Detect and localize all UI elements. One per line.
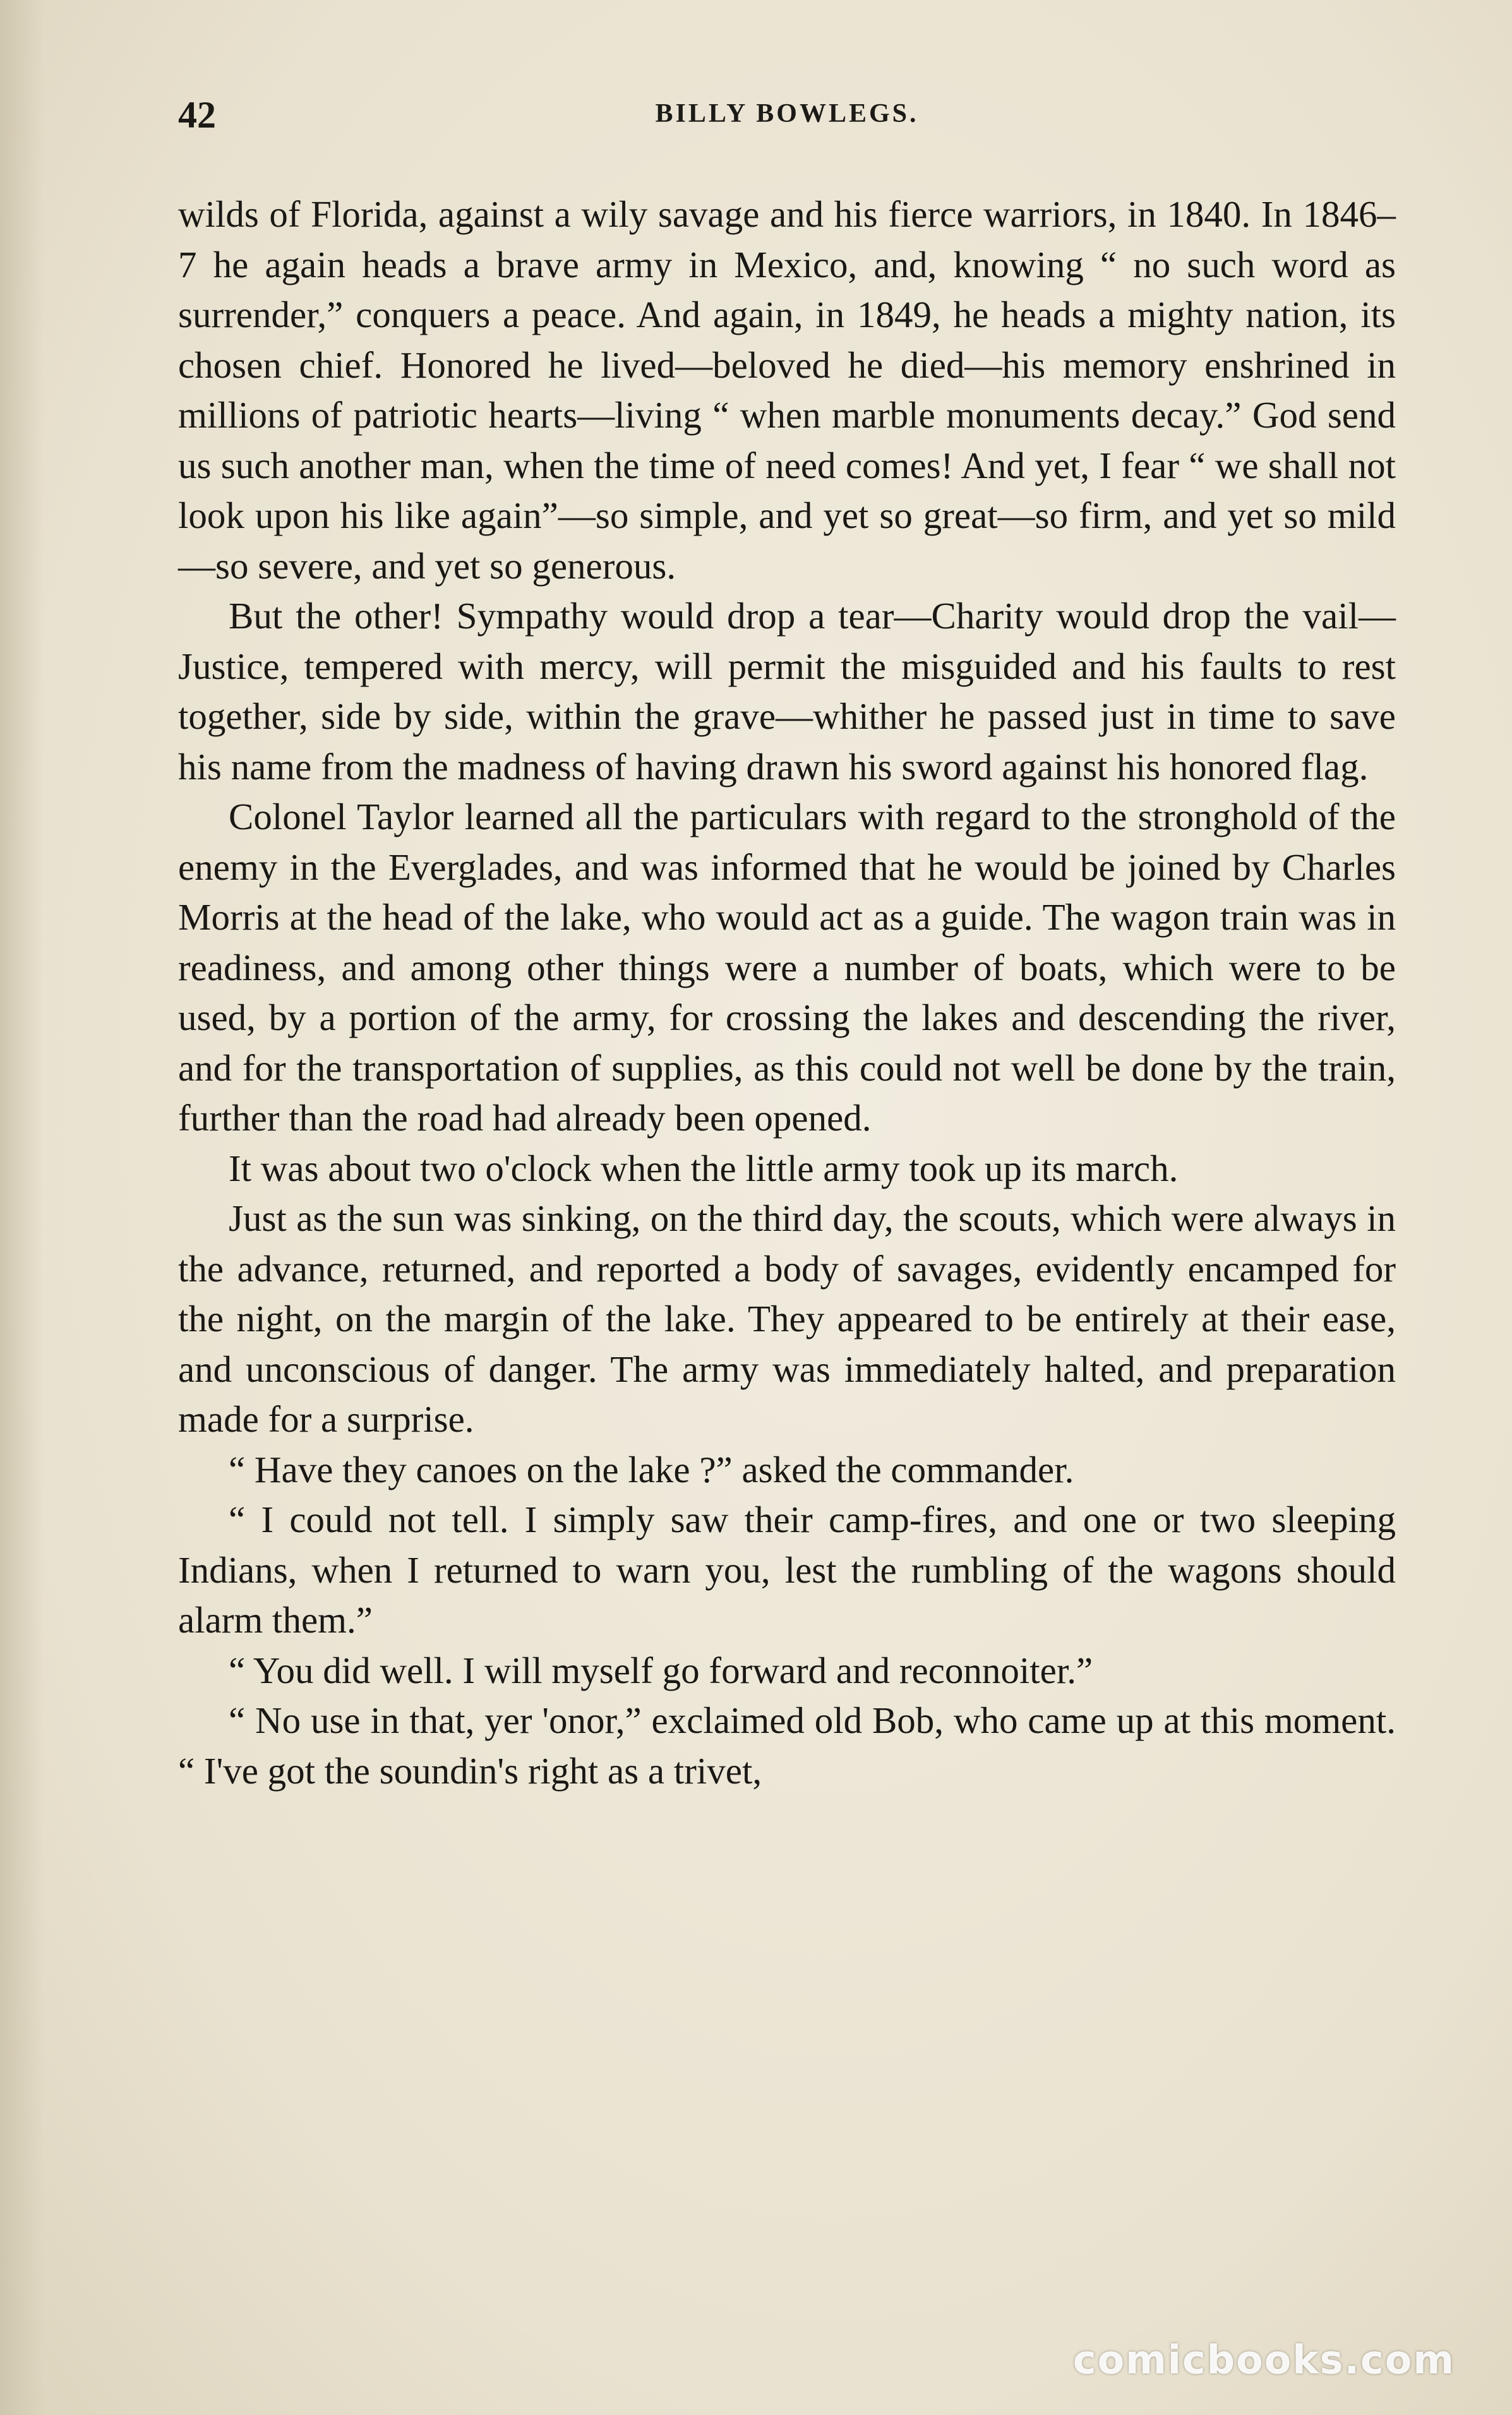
gutter-shadow (0, 0, 44, 2415)
paragraph: wilds of Florida, against a wily savage and his fierce warriors, in 1840. In 1846–7 he again heads a brave army in Mexico, and, knowing “ no such word as surrender,” conquers a peace. And again, in 1849, he heads a mighty nation, its chosen chief. Honored he lived—beloved he died—his memory enshrined in millions of patriotic hearts—living “ when marble monuments decay.” God send us such another man, when the time of need comes! And yet, I fear “ we shall not look upon his like again”—so simple, and yet so great—so firm, and yet so mild—so severe, and yet so generous. (178, 193, 1396, 587)
page-number: 42 (178, 94, 216, 136)
paragraph: “ No use in that, yer 'onor,” exclaimed old Bob, who came up at this moment. “ I've got the soundin's right as a trivet, (178, 1699, 1396, 1792)
running-head: BILLY BOWLEGS. (655, 99, 919, 128)
paragraph: “ Have they canoes on the lake ?” asked the commander. (229, 1448, 1074, 1490)
paragraph: “ You did well. I will myself go forward and reconnoiter.” (229, 1649, 1093, 1691)
watermark: comicbooks.com (1072, 2337, 1455, 2383)
paragraph: Colonel Taylor learned all the particulars with regard to the stronghold of the enemy in the Everglades, and was informed that he would be joined by Charles Morris at the head of the lake, who would act as a guide. The wagon train was in readiness, and among other things were a number of boats, which were to be used, by a portion of the army, for crossing the lakes and descending the river, and for the transportation of supplies, as this could not well be done by the train, further than the road had already been opened. (178, 796, 1396, 1139)
paragraph: “ I could not tell. I simply saw their camp-fires, and one or two sleeping Indians, when I returned to warn you, lest the rumbling of the wagons should alarm them.” (178, 1499, 1396, 1641)
paragraph: But the other! Sympathy would drop a tear—Charity would drop the vail—Justice, tempered with mercy, will permit the misguided and his faults to rest together, side by side, within the grave—whither he passed just in time to save his name from the madness of having drawn his sword against his honored flag. (178, 595, 1396, 788)
body-text (178, 189, 1396, 1796)
page-header (178, 93, 1396, 138)
paragraph: It was about two o'clock when the little army took up its march. (229, 1147, 1179, 1189)
paragraph: Just as the sun was sinking, on the third day, the scouts, which were always in the advance, returned, and reported a body of savages, evidently encamped for the night, on the margin of the lake. They appeared to be entirely at their ease, and unconscious of danger. The army was immediately halted, and preparation made for a surprise. (178, 1197, 1396, 1440)
